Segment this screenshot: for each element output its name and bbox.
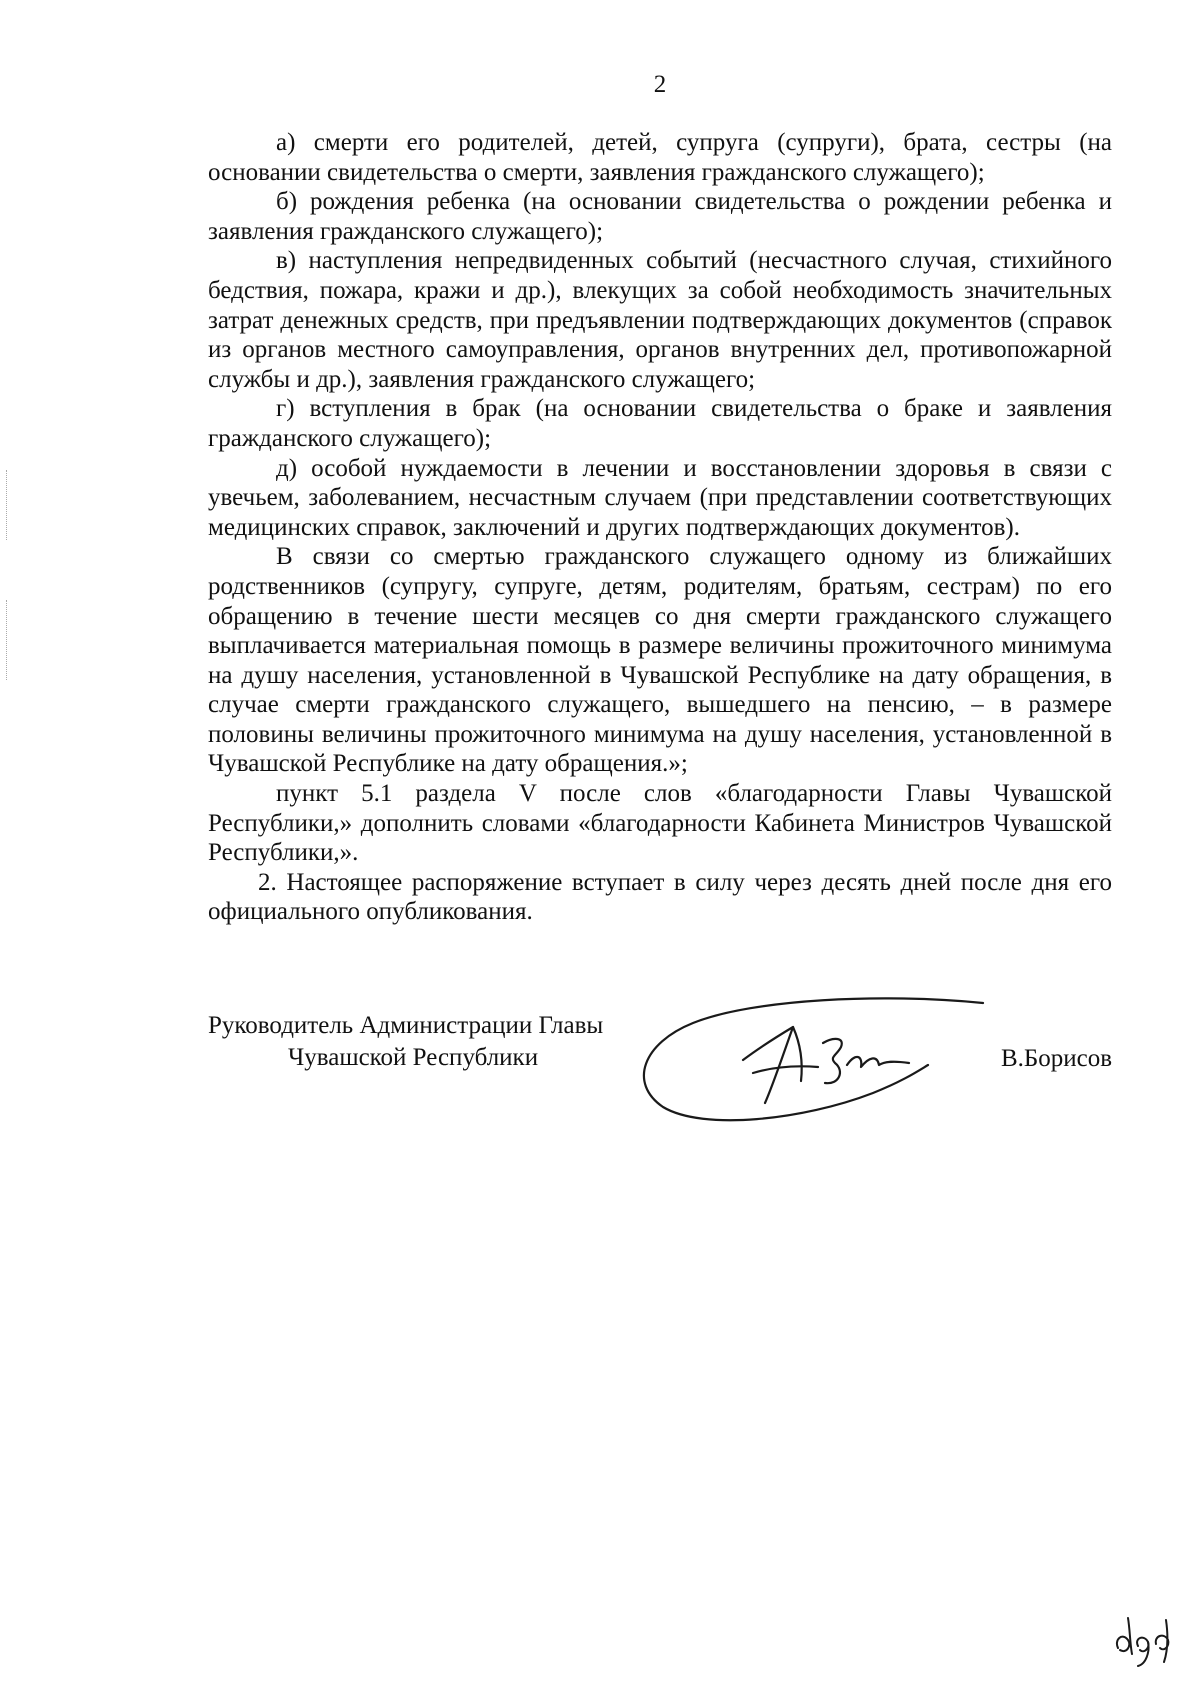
paragraph-item-d: д) особой нуждаемости в лечении и восстановлении здоровья в связи с увечьем, заболеванием, несчастным случаем (при представлении соответствующих медицинских справок, заключений и других подтверждающих документов).	[208, 454, 1112, 541]
signatory-title-line2: Чувашской Республики	[288, 1044, 539, 1071]
handwritten-initials	[1110, 1610, 1180, 1670]
document-body	[208, 128, 1112, 927]
paragraph-effective-date: 2. Настоящее распоряжение вступает в силу через десять дней после дня его официального опубликования.	[208, 868, 1112, 926]
handwritten-signature	[633, 985, 1053, 1135]
signatory-name: В.Борисов	[1000, 1045, 1112, 1072]
scan-edge-marks	[6, 470, 10, 540]
signature-block	[208, 1010, 1112, 1160]
paragraph-death-benefit: В связи со смертью гражданского служащего одному из ближайших родственников (супругу, супруге, детям, родителям, братьям, сестрам) по его обращению в течение шести месяцев со дня смерти гражданского служащего выплачивается материальная помощь в размере величины прожиточного минимума на душу населения, установленной в Чувашской Республике на дату обращения, в случае смерти гражданского служащего, вышедшего на пенсию, – в размере половины величины прожиточного минимума на душу населения, установленной в Чувашской Республике на дату обращения.»;	[208, 543, 1112, 778]
signatory-title	[208, 1010, 603, 1074]
paragraph-item-b: б) рождения ребенка (на основании свидетельства о рождении ребенка и заявления гражданского служащего);	[208, 188, 1112, 245]
paragraph-item-g: г) вступления в брак (на основании свидетельства о браке и заявления гражданского служащего);	[208, 395, 1112, 452]
scan-edge-marks	[6, 600, 10, 680]
page-number: 2	[653, 71, 667, 98]
paragraph-item-a: а) смерти его родителей, детей, супруга (супруги), брата, сестры (на основании свидетельства о смерти, заявления гражданского служащего);	[208, 129, 1112, 186]
signatory-title-line1: Руководитель Администрации Главы	[208, 1012, 604, 1039]
paragraph-item-v: в) наступления непредвиденных событий (несчастного случая, стихийного бедствия, пожара, кражи и др.), влекущих за собой необходимость значительных затрат денежных средств, при предъявлении подтверждающих документов (справок из органов местного самоуправления, органов внутренних дел, противопожарной службы и др.), заявления гражданского служащего;	[208, 247, 1112, 393]
paragraph-clause-5-1: пункт 5.1 раздела V после слов «благодарности Главы Чувашской Республики,» дополнить словами «благодарности Кабинета Министров Чувашской Республики,».	[208, 780, 1112, 867]
